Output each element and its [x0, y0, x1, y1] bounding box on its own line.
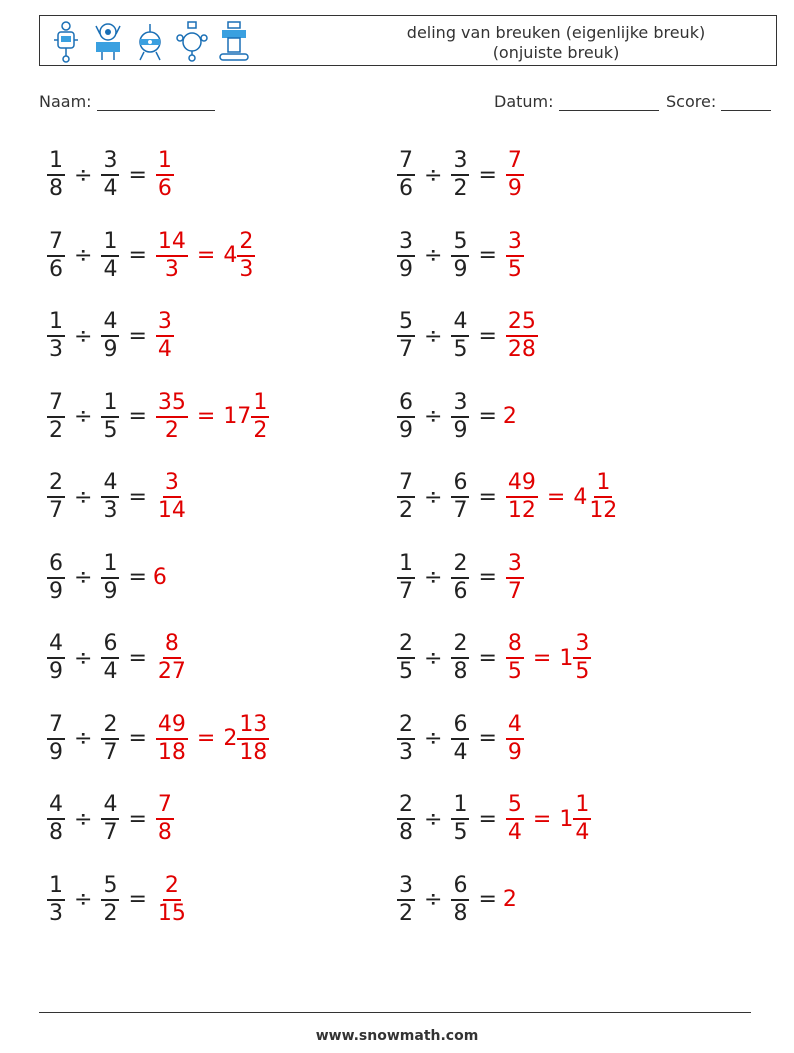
fraction	[397, 309, 415, 363]
denominator: 9	[49, 659, 63, 684]
denominator: 8	[453, 900, 468, 926]
problem	[394, 462, 622, 532]
equals-sign: =	[196, 404, 216, 429]
denominator: 18	[239, 739, 268, 765]
numerator: 3	[163, 470, 181, 498]
denominator: 9	[399, 256, 413, 282]
equals-sign: =	[532, 806, 552, 832]
answer-whole: 2	[502, 887, 517, 912]
numerator: 14	[156, 229, 188, 257]
denominator: 4	[507, 820, 522, 845]
denominator: 3	[239, 256, 254, 282]
denominator: 7	[49, 498, 63, 523]
fraction	[451, 470, 469, 524]
mixed-whole: 2	[223, 726, 238, 751]
denominator: 8	[399, 820, 413, 845]
numerator: 7	[156, 792, 174, 820]
numerator: 1	[397, 551, 415, 579]
title-line-2: (onjuiste breuk)	[492, 43, 620, 62]
fraction	[397, 470, 415, 524]
denominator: 5	[507, 256, 522, 282]
numerator: 2	[397, 792, 415, 820]
name-label: Naam:	[39, 92, 92, 111]
denominator: 6	[453, 578, 468, 604]
denominator: 9	[453, 256, 468, 282]
numerator: 7	[397, 148, 415, 176]
divide-sign: ÷	[74, 484, 93, 510]
numerator: 2	[101, 712, 119, 740]
mixed-whole: 4	[573, 484, 588, 510]
numerator: 49	[156, 712, 188, 740]
fraction	[47, 148, 65, 202]
denominator: 7	[507, 578, 522, 604]
equals-sign: =	[128, 565, 147, 590]
robot-icon-1	[50, 20, 82, 64]
fraction	[101, 309, 119, 363]
equals-sign: =	[478, 887, 497, 912]
divide-sign: ÷	[424, 565, 443, 590]
fraction	[47, 229, 65, 283]
answer-fraction	[156, 309, 174, 363]
denominator: 6	[49, 256, 63, 282]
footer-url: www.snowmath.com	[315, 1028, 479, 1044]
problem	[44, 865, 191, 935]
numerator: 1	[47, 873, 65, 901]
fraction	[101, 631, 119, 685]
denominator: 7	[399, 337, 413, 362]
denominator: 3	[49, 337, 63, 362]
denominator: 2	[164, 417, 179, 443]
denominator: 4	[157, 337, 172, 362]
denominator: 5	[399, 659, 413, 684]
date-blank[interactable]	[559, 93, 659, 111]
problem	[394, 140, 527, 210]
numerator: 1	[101, 229, 119, 257]
mixed-fraction	[573, 631, 591, 685]
numerator: 49	[506, 470, 538, 498]
divide-sign: ÷	[74, 162, 93, 188]
denominator: 8	[49, 820, 63, 845]
equals-sign: =	[478, 806, 497, 832]
denominator: 8	[453, 659, 468, 684]
fraction	[101, 229, 119, 283]
mixed-whole: 4	[223, 243, 238, 268]
numerator: 4	[47, 792, 65, 820]
answer-fraction	[506, 148, 524, 202]
denominator: 7	[399, 578, 413, 604]
numerator: 3	[506, 551, 524, 579]
fraction	[397, 792, 415, 846]
robot-icon-5	[218, 20, 250, 64]
problem	[394, 221, 527, 291]
numerator: 4	[451, 309, 469, 337]
equals-sign: =	[128, 484, 147, 510]
fraction	[47, 631, 65, 685]
equals-sign: =	[478, 484, 497, 510]
fraction	[101, 873, 119, 927]
fraction	[451, 309, 469, 363]
fraction	[47, 470, 65, 524]
fraction	[451, 631, 469, 685]
numerator: 2	[451, 631, 469, 659]
numerator: 5	[101, 873, 119, 901]
denominator: 7	[103, 820, 118, 845]
numerator: 1	[47, 148, 65, 176]
denominator: 4	[103, 256, 118, 282]
denominator: 5	[103, 417, 118, 443]
fraction	[47, 873, 65, 927]
denominator: 18	[157, 739, 186, 765]
problem	[44, 623, 191, 693]
answer-fraction	[506, 712, 524, 766]
denominator: 2	[399, 498, 413, 523]
denominator: 7	[103, 739, 118, 765]
denominator: 28	[507, 337, 536, 362]
numerator: 1	[251, 390, 269, 418]
numerator: 1	[101, 551, 119, 579]
answer-fraction	[506, 229, 524, 283]
problem	[44, 382, 272, 452]
answer-fraction	[156, 792, 174, 846]
numerator: 4	[47, 631, 65, 659]
mixed-whole: 17	[223, 404, 252, 429]
worksheet-header	[39, 15, 777, 66]
numerator: 4	[101, 792, 119, 820]
robot-icon-3	[134, 20, 166, 64]
numerator: 7	[397, 470, 415, 498]
numerator: 1	[573, 792, 591, 820]
denominator: 3	[399, 739, 413, 765]
numerator: 6	[47, 551, 65, 579]
denominator: 7	[453, 498, 468, 523]
answer-fraction	[156, 470, 188, 524]
fraction	[397, 148, 415, 202]
problem	[44, 221, 258, 291]
equals-sign: =	[128, 806, 147, 832]
answer-fraction	[506, 309, 538, 363]
date-label: Datum:	[494, 92, 554, 111]
divide-sign: ÷	[424, 887, 443, 912]
problem	[394, 865, 517, 935]
answer-fraction	[506, 470, 538, 524]
divide-sign: ÷	[424, 162, 443, 188]
mixed-fraction	[587, 470, 619, 524]
divide-sign: ÷	[424, 323, 443, 349]
fraction	[397, 390, 415, 444]
divide-sign: ÷	[424, 484, 443, 510]
numerator: 3	[451, 390, 469, 418]
numerator: 7	[47, 712, 65, 740]
numerator: 1	[594, 470, 612, 498]
denominator: 14	[157, 498, 186, 523]
fraction	[101, 390, 119, 444]
numerator: 7	[506, 148, 524, 176]
numerator: 7	[47, 390, 65, 418]
divide-sign: ÷	[424, 806, 443, 832]
numerator: 3	[101, 148, 119, 176]
numerator: 1	[451, 792, 469, 820]
equals-sign: =	[128, 323, 147, 349]
divide-sign: ÷	[74, 323, 93, 349]
denominator: 9	[507, 739, 522, 765]
fraction	[101, 148, 119, 202]
problem	[44, 301, 177, 371]
equals-sign: =	[128, 726, 147, 751]
date-field	[494, 92, 659, 111]
fraction	[47, 390, 65, 444]
numerator: 6	[397, 390, 415, 418]
problem	[44, 704, 272, 774]
equals-sign: =	[196, 243, 216, 268]
divide-sign: ÷	[424, 726, 443, 751]
problem	[394, 301, 541, 371]
worksheet-title	[376, 23, 736, 63]
denominator: 9	[453, 417, 468, 443]
numerator: 35	[156, 390, 188, 418]
denominator: 5	[453, 337, 468, 362]
numerator: 3	[506, 229, 524, 257]
equals-sign: =	[478, 404, 497, 429]
fraction	[397, 873, 415, 927]
numerator: 5	[506, 792, 524, 820]
numerator: 6	[101, 631, 119, 659]
equals-sign: =	[128, 243, 147, 268]
equals-sign: =	[478, 645, 497, 671]
denominator: 9	[399, 417, 413, 443]
numerator: 2	[397, 712, 415, 740]
equals-sign: =	[478, 162, 497, 188]
divide-sign: ÷	[74, 806, 93, 832]
numerator: 3	[156, 309, 174, 337]
fraction	[101, 792, 119, 846]
equals-sign: =	[478, 726, 497, 751]
divide-sign: ÷	[74, 726, 93, 751]
denominator: 9	[49, 578, 63, 604]
mixed-whole: 1	[559, 806, 574, 832]
numerator: 3	[397, 873, 415, 901]
denominator: 6	[399, 176, 413, 201]
fraction	[451, 792, 469, 846]
divide-sign: ÷	[74, 565, 93, 590]
numerator: 5	[397, 309, 415, 337]
equals-sign: =	[478, 243, 497, 268]
problem	[44, 462, 191, 532]
denominator: 5	[575, 659, 590, 684]
denominator: 12	[507, 498, 536, 523]
numerator: 25	[506, 309, 538, 337]
fraction	[451, 390, 469, 444]
denominator: 15	[157, 900, 186, 926]
numerator: 1	[47, 309, 65, 337]
equals-sign: =	[128, 162, 147, 188]
fraction	[101, 551, 119, 605]
score-field	[666, 92, 771, 111]
divide-sign: ÷	[424, 243, 443, 268]
answer-whole: 2	[502, 404, 517, 429]
score-label: Score:	[666, 92, 717, 111]
answer-fraction	[506, 631, 524, 685]
problem	[394, 704, 527, 774]
answer-fraction	[506, 792, 524, 846]
numerator: 8	[506, 631, 524, 659]
divide-sign: ÷	[424, 404, 443, 429]
score-blank[interactable]	[721, 93, 771, 111]
denominator: 8	[49, 176, 63, 201]
divide-sign: ÷	[74, 645, 93, 671]
robot-icons	[50, 20, 250, 64]
denominator: 9	[103, 578, 118, 604]
title-line-1: deling van breuken (eigenlijke breuk)	[406, 23, 706, 42]
fraction	[451, 551, 469, 605]
numerator: 3	[451, 148, 469, 176]
fraction	[397, 712, 415, 766]
numerator: 1	[156, 148, 174, 176]
problem	[394, 623, 594, 693]
numerator: 8	[163, 631, 181, 659]
problem	[44, 140, 177, 210]
robot-icon-2	[92, 20, 124, 64]
footer-divider	[39, 1012, 751, 1013]
answer-fraction	[156, 873, 188, 927]
fraction	[47, 551, 65, 605]
denominator: 3	[49, 900, 63, 926]
denominator: 8	[157, 820, 172, 845]
denominator: 2	[253, 417, 268, 443]
denominator: 9	[103, 337, 118, 362]
denominator: 2	[49, 417, 63, 443]
answer-fraction	[156, 712, 188, 766]
numerator: 2	[237, 229, 255, 257]
denominator: 12	[589, 498, 618, 523]
mixed-whole: 1	[559, 645, 574, 671]
denominator: 2	[103, 900, 118, 926]
denominator: 9	[49, 739, 63, 765]
equals-sign: =	[196, 726, 216, 751]
numerator: 7	[47, 229, 65, 257]
denominator: 9	[507, 176, 522, 201]
denominator: 2	[399, 900, 413, 926]
denominator: 6	[157, 176, 172, 201]
denominator: 4	[103, 176, 118, 201]
numerator: 2	[451, 551, 469, 579]
equals-sign: =	[532, 645, 552, 671]
answer-fraction	[156, 229, 188, 283]
numerator: 13	[237, 712, 269, 740]
problem	[44, 543, 167, 613]
numerator: 5	[451, 229, 469, 257]
denominator: 2	[453, 176, 468, 201]
numerator: 2	[163, 873, 181, 901]
equals-sign: =	[128, 645, 147, 671]
fraction	[101, 470, 119, 524]
numerator: 6	[451, 712, 469, 740]
divide-sign: ÷	[74, 887, 93, 912]
numerator: 1	[101, 390, 119, 418]
denominator: 3	[164, 256, 179, 282]
divide-sign: ÷	[424, 645, 443, 671]
problem	[394, 543, 527, 613]
fraction	[397, 631, 415, 685]
numerator: 4	[101, 470, 119, 498]
denominator: 4	[103, 659, 118, 684]
denominator: 3	[103, 498, 118, 523]
problem	[44, 784, 177, 854]
numerator: 6	[451, 470, 469, 498]
equals-sign: =	[478, 323, 497, 349]
equals-sign: =	[128, 887, 147, 912]
numerator: 4	[101, 309, 119, 337]
equals-sign: =	[478, 565, 497, 590]
answer-fraction	[506, 551, 524, 605]
mixed-fraction	[237, 712, 269, 766]
name-field	[39, 92, 215, 111]
fraction	[451, 148, 469, 202]
denominator: 5	[453, 820, 468, 845]
answer-fraction	[156, 631, 188, 685]
numerator: 2	[47, 470, 65, 498]
numerator: 3	[397, 229, 415, 257]
denominator: 4	[453, 739, 468, 765]
equals-sign: =	[128, 404, 147, 429]
fraction	[451, 873, 469, 927]
numerator: 6	[451, 873, 469, 901]
problem	[394, 382, 517, 452]
mixed-fraction	[573, 792, 591, 846]
answer-fraction	[156, 390, 188, 444]
fraction	[47, 309, 65, 363]
mixed-fraction	[251, 390, 269, 444]
fraction	[47, 712, 65, 766]
denominator: 27	[157, 659, 186, 684]
fraction	[47, 792, 65, 846]
mixed-fraction	[237, 229, 255, 283]
robot-icon-4	[176, 20, 208, 64]
numerator: 4	[506, 712, 524, 740]
denominator: 5	[507, 659, 522, 684]
problem	[394, 784, 594, 854]
fraction	[451, 712, 469, 766]
divide-sign: ÷	[74, 404, 93, 429]
equals-sign: =	[546, 484, 566, 510]
denominator: 4	[575, 820, 590, 845]
numerator: 2	[397, 631, 415, 659]
fraction	[101, 712, 119, 766]
fraction	[397, 551, 415, 605]
answer-whole: 6	[152, 565, 167, 590]
fraction	[451, 229, 469, 283]
name-blank[interactable]	[97, 93, 215, 111]
numerator: 3	[573, 631, 591, 659]
fraction	[397, 229, 415, 283]
divide-sign: ÷	[74, 243, 93, 268]
answer-fraction	[156, 148, 174, 202]
